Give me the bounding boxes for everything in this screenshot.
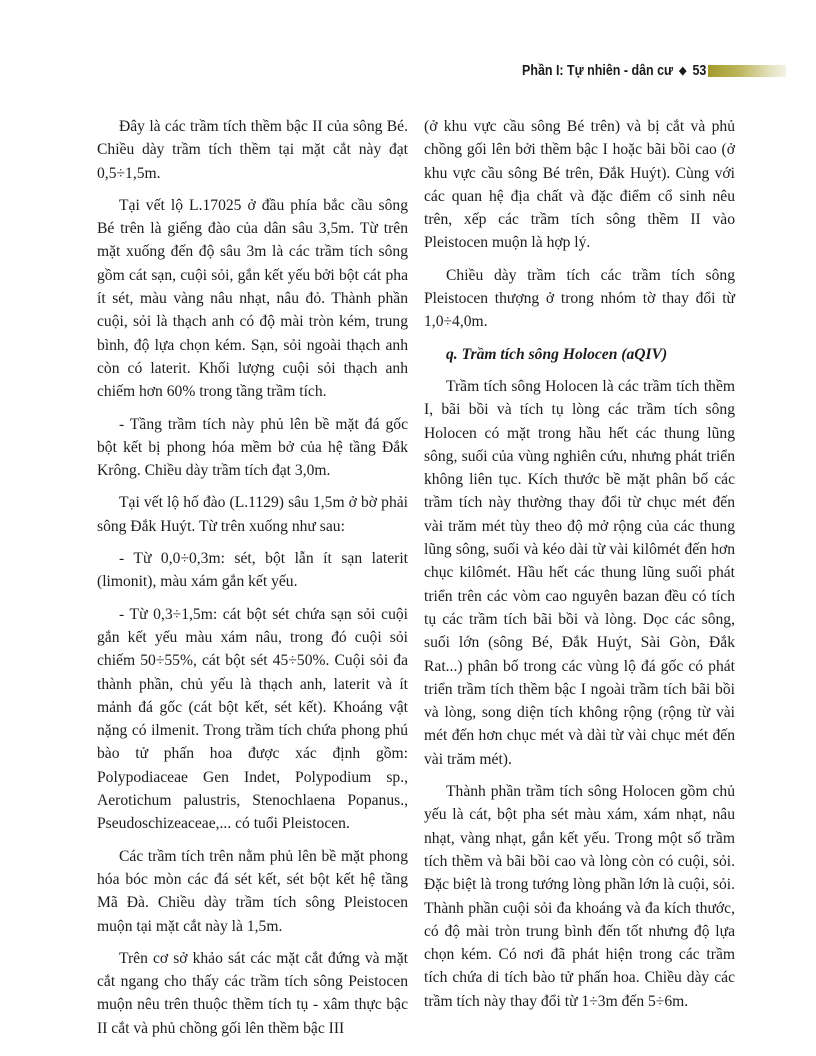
part-title: Phần I: Tự nhiên - dân cư — [521, 63, 673, 79]
paragraph: Đây là các trầm tích thềm bậc II của sông Bé. Chiều dày trầm tích thềm tại mặt cắt này đạt 0,5÷1,5m. — [97, 118, 408, 182]
paragraph: - Từ 0,0÷0,3m: sét, bột lẫn ít sạn laterit (limonit), màu xám gắn kết yếu. — [97, 550, 408, 591]
running-header — [0, 60, 816, 82]
left-column — [97, 115, 408, 1049]
paragraph: Tại vết lộ hố đào (L.1129) sâu 1,5m ở bờ phải sông Đắk Huýt. Từ trên xuống như sau: — [97, 494, 408, 535]
paragraph: Thành phần trầm tích sông Holocen gồm chủ yếu là cát, bột pha sét màu xám, xám nhạt, nâu nhạt, vàng nhạt, gắn kết yếu. Trong một số trầm tích thềm và bãi bồi cao và lòng còn có cuội, sỏi. Đặc biệt là trong tướng lòng phần lớn là cuội, sỏi. Thành phần cuội sỏi đa khoáng và đa kích thước, có độ mài tròn trung bình đến tốt nhưng độ lựa chọn kém. Có nơi đã phát hiện trong các trầm tích chứa di tích bào tử phấn hoa. Chiều dày các trầm tích này thay đổi từ 1÷3m đến 5÷6m. — [424, 783, 735, 1010]
right-column — [424, 115, 735, 1022]
paragraph: Chiều dày trầm tích các trầm tích sông Pleistocen thượng ở trong nhóm tờ thay đổi từ 1,0÷4,0m. — [424, 266, 735, 331]
paragraph-continuation: (ở khu vực cầu sông Bé trên) và bị cắt và phủ chồng gối lên bởi thềm bậc I hoặc bãi bồi cao (ở khu vực cầu sông Bé trên, Đắk Huýt). Cùng với các quan hệ địa chất và đặc điểm cổ sinh nêu trên, xếp các trầm tích sông thềm II vào Pleistocen muộn là hợp lý. — [424, 118, 735, 252]
paragraph: Trên cơ sở khảo sát các mặt cắt đứng và mặt cắt ngang cho thấy các trầm tích sông Peistocen muộn nêu trên thuộc thềm tích tụ - xâm thực bậc II cắt và phủ chồng gối lên thềm bậc III — [97, 949, 408, 1037]
paragraph: - Từ 0,3÷1,5m: cát bột sét chứa sạn sỏi cuội gắn kết yếu màu xám nâu, trong đó cuội sỏi chiếm 50÷55%, cát bột sét 45÷50%. Cuội sỏi đa thành phần, chủ yếu là thạch anh, laterit và ít mảnh đá gốc (cát bột kết, sét kết). Khoáng vật nặng có ilmenit. Trong trầm tích chứa phong phú bào tử phấn hoa được xác định gồm: Polypodiaceae Gen Indet, Polypodium sp., Aerotichum palustris, Stenochlaena Popanus., Pseudoschizeaceae,... có tuổi Pleistocen. — [97, 605, 408, 833]
section-heading: q. Trầm tích sông Holocen (aQIV) — [446, 345, 668, 363]
paragraph: Trầm tích sông Holocen là các trầm tích thềm I, bãi bồi và tích tụ lòng các trầm tích sông Holocen có mặt trong hầu hết các thung lũng sông, suối của vùng nghiên cứu, nhưng phát triển không liên tục. Kích thước bề mặt phân bố các trầm tích này thường thay đổi từ chục mét đến vài trăm mét tùy theo độ mở rộng của các thung lũng sông, suối và kéo dài từ vài kilômét đến hơn chục kilômét. Hầu hết các thung lũng suối phát triển trên các vòm cao nguyên bazan đều có tích tụ các trầm tích bãi bồi và lòng. Dọc các sông, suối lớn (sông Bé, Đắk Huýt, Sài Gòn, Đắk Rat...) phân bố trong các vùng lộ đá gốc có phát triển trầm tích thềm bậc I ngoài trầm tích bãi bồi và lòng, song diện tích không rộng (rộng từ vài mét đến hơn chục mét và dài từ vài chục mét đến vài trăm mét). — [424, 377, 735, 768]
diamond-separator-icon: ◆ — [678, 65, 687, 77]
header-title — [522, 60, 706, 83]
paragraph: Tại vết lộ L.17025 ở đầu phía bắc cầu sông Bé trên là giếng đào của dân sâu 3,5m. Từ trên mặt xuống đến độ sâu 3m là các trầm tích sông gồm cát sạn, cuội sỏi, gắn kết yếu bởi bột cát pha ít sét, màu vàng nâu nhạt, nâu đỏ. Thành phần cuội, sỏi là thạch anh có độ mài tròn kém, trung bình, độ lựa chọn kém. Sạn, sỏi ngoài thạch anh còn có laterit. Khối lượng cuội sỏi thạch anh chiếm hơn 60% trong tầng trầm tích. — [97, 196, 408, 401]
page-number: 53 — [692, 63, 706, 79]
paragraph: Các trầm tích trên nằm phủ lên bề mặt phong hóa bóc mòn các đá sét kết, sét bột kết hệ tầng Mã Đà. Chiều dày trầm tích sông Pleistocen muộn tại mặt cắt này là 1,5m. — [97, 847, 408, 935]
header-accent-bar — [708, 65, 786, 77]
paragraph: - Tầng trầm tích này phủ lên bề mặt đá gốc bột kết bị phong hóa mềm bở của hệ tầng Đắk Krông. Chiều dày trầm tích đạt 3,0m. — [97, 415, 408, 480]
